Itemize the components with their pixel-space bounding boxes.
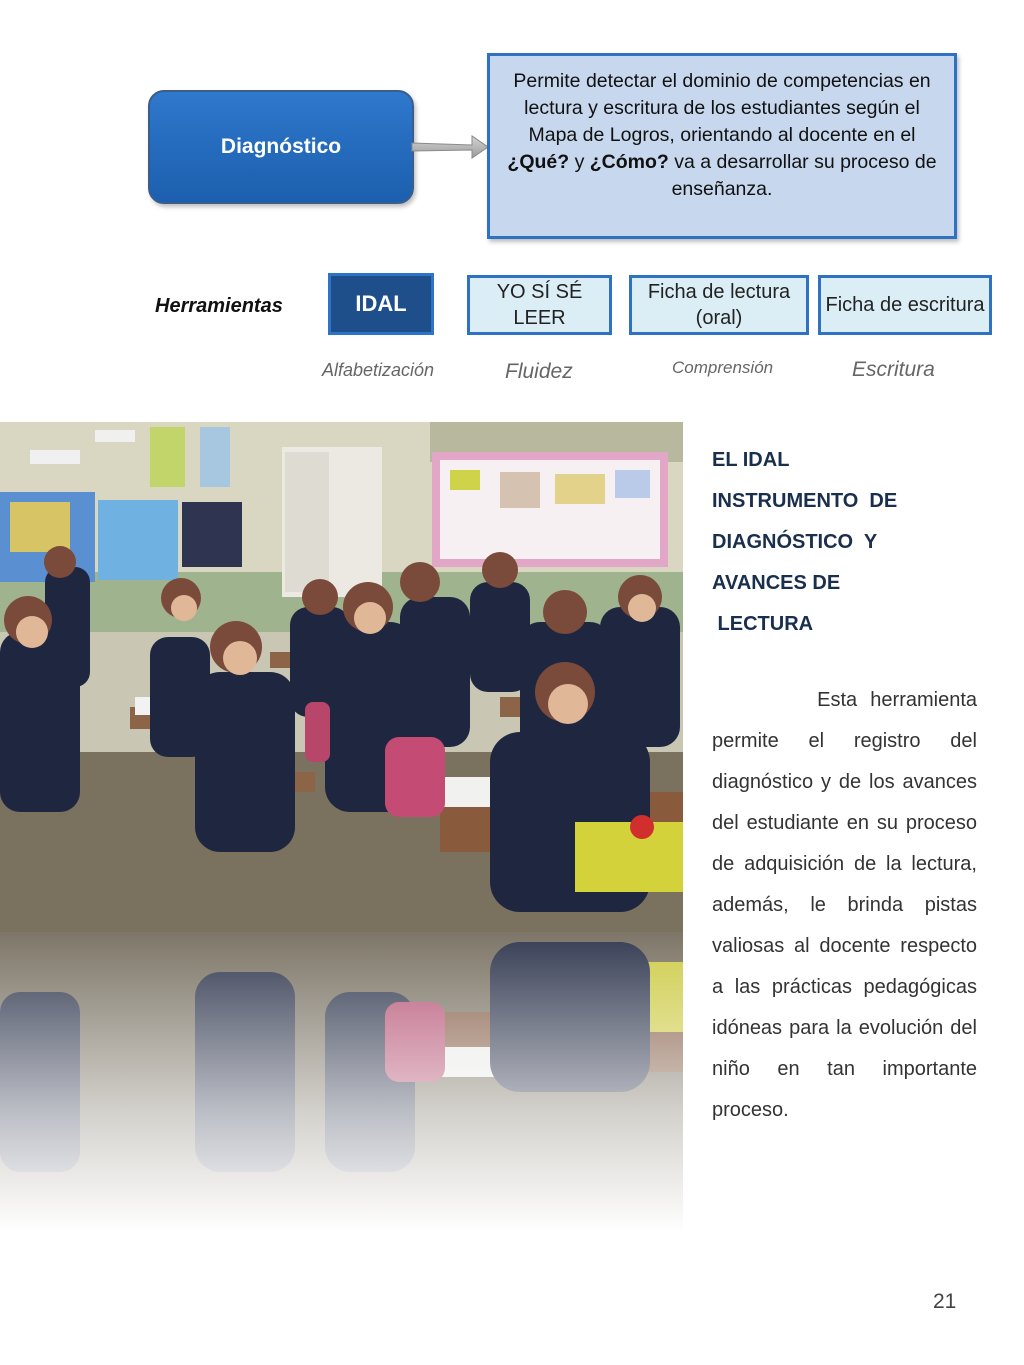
article-body: Esta herramienta permite el registro del diagnóstico y de los avances del estudiante en su proceso de adquisición de la lectura, además, le brinda pistas valiosas al docente respecto a las prácticas pedagógicas idóneas para la evolución del niño en tan importante proceso. [712, 689, 983, 1121]
tools-label: Herramientas [155, 295, 283, 317]
tool-ficha-escritura-label: Ficha de escritura [825, 294, 985, 316]
description-que: ¿Qué? [507, 151, 570, 173]
arrow-right-icon [410, 130, 490, 162]
description-como: ¿Cómo? [589, 151, 669, 173]
description-box [487, 53, 957, 239]
page-number: 21 [933, 1290, 957, 1313]
description-text-3: va a desarrollar su proceso de enseñanza. [668, 151, 937, 200]
tool-idal [328, 273, 434, 335]
heading-line: EL IDAL [712, 449, 790, 471]
tool-yo-si-se-leer-label: YO SÍ SÉ LEER [496, 281, 583, 329]
tool-sub-comprension: Comprensión [672, 358, 774, 377]
tool-ficha-lectura-label: Ficha de lectura (oral) [647, 281, 791, 329]
description-text-2: y [569, 151, 590, 173]
diagnostico-box [148, 90, 414, 204]
heading-line: LECTURA [712, 613, 814, 635]
tool-ficha-lectura [629, 275, 809, 335]
diagnostico-label: Diagnóstico [220, 135, 342, 158]
tool-yo-si-se-leer [467, 275, 612, 335]
heading-line: AVANCES DE [712, 572, 841, 594]
tool-idal-label: IDAL [355, 291, 407, 316]
heading-line: INSTRUMENTO DE [712, 490, 898, 512]
article-heading [712, 440, 1002, 645]
heading-line: DIAGNÓSTICO Y [712, 531, 878, 553]
tool-sub-escritura: Escritura [852, 358, 935, 381]
classroom-photo-reflection [0, 932, 683, 1232]
description-text-1: Permite detectar el dominio de competencias en lectura y escritura de los estudiantes según el Mapa de Logros, orientando al docente en el [513, 70, 931, 146]
tool-sub-fluidez: Fluidez [505, 360, 573, 383]
tool-ficha-escritura [818, 275, 992, 335]
tool-sub-alfabetizacion: Alfabetización [322, 360, 435, 380]
classroom-photo [0, 422, 683, 932]
